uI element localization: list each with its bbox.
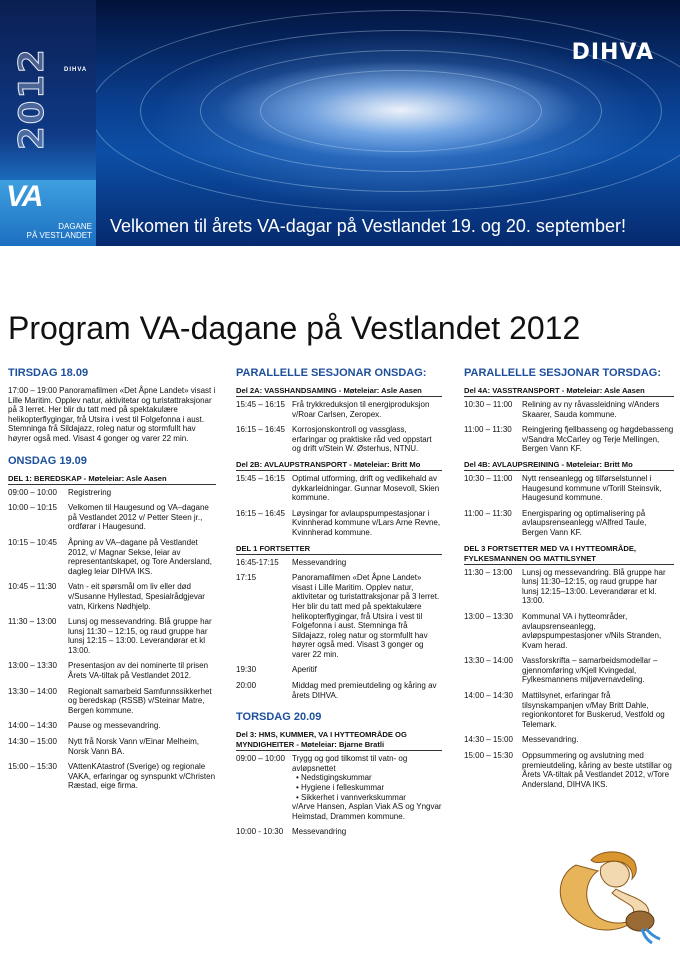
row-time: 20:00 xyxy=(236,681,257,691)
del4a-label: Del 4A: VASSTRANSPORT - Møteleiar: Asle Aasen xyxy=(464,386,674,397)
row-text: Nytt frå Norsk Vann v/Einar Melheim, Norsk Vann BA. xyxy=(68,737,200,756)
row-text: Frå trykkreduksjon til energiproduksjon v/Roar Carlsen, Zeropex. xyxy=(292,400,430,419)
tuesday-text: 17:00 – 19:00 Panoramafilmen «Det Åpne Landet» visast i Lille Maritim. Opplev natur, aktivitetar og turistattraksjonar på 3 lerret. Her blir du tatt med på spektakulære helikopterflygingar, frå Utsira i vest til Folgefonna i aust. Stemninga frå Sildajazz, roleg natur og stormfullt hav høyrer også med. Visast 4 gonger og varer 22 min. xyxy=(8,386,216,443)
column-tuesday-wednesday xyxy=(8,366,216,797)
row-text xyxy=(292,754,442,821)
schedule-row xyxy=(236,425,442,454)
schedule-row xyxy=(464,691,674,729)
del3-row xyxy=(236,827,442,837)
parallel-wednesday-heading: PARALLELLE SESJONAR ONSDAG: xyxy=(236,367,427,379)
schedule-row xyxy=(8,661,216,680)
row-text: Vassforskrifta – samarbeidsmodellar – gjennomføring v/Kjell Kvingedal, Fylkesmannens miljøvernavdeling. xyxy=(522,656,658,685)
column-parallel-wednesday xyxy=(236,366,442,843)
row-time: 11:00 – 11:30 xyxy=(464,508,512,518)
row-text: Oppsummering og avslutning med premieutdeling, kåring av beste utstillar og Årets VA-tiltak på Vestlandet 2012, v/Tore Andersland, DIHVA IKS. xyxy=(522,751,672,789)
schedule-row xyxy=(8,503,216,532)
row-time: 16:45-17:15 xyxy=(236,557,279,567)
row-time: 19:30 xyxy=(236,665,257,675)
row-text: Korrosjonskontroll og vassglass, erfaringar og praktiske råd ved oppstart og drift v/Stein W. Østerhus, NTNU. xyxy=(292,425,432,454)
thursday-heading: TORSDAG 20.09 xyxy=(236,711,322,724)
row-text: Relining av ny råvassleidning v/Anders Skaarer, Sauda kommune. xyxy=(522,400,660,419)
row-time: 15:00 – 15:30 xyxy=(464,751,513,761)
row-time: 14:30 – 15:00 xyxy=(464,735,513,745)
row-time: 10:45 – 11:30 xyxy=(8,582,57,592)
del3-bullet: • Nedstigingskummar xyxy=(296,773,372,783)
del2b-label: Del 2B: AVLAUPSTRANSPORT - Møteleiar: Britt Mo xyxy=(236,460,442,471)
row-text: Aperitif xyxy=(292,665,317,675)
row-text: Åpning av VA–dagane på Vestlandet 2012, v/ Magnar Sekse, leiar av representantskapet, og Tore Andersland, dagleg leiar DIHVA IKS. xyxy=(68,537,212,576)
parallel-thursday-heading: PARALLELLE SESJONAR TORSDAG: xyxy=(464,367,661,379)
row-time: 13:00 – 13:30 xyxy=(464,611,513,621)
schedule-row xyxy=(8,762,216,791)
del1-continues-label: DEL 1 FORTSETTER xyxy=(236,544,442,555)
dihva-small-logo: DIHVA xyxy=(64,67,88,73)
schedule-row xyxy=(236,665,442,675)
row-text: Panoramafilmen «Det Åpne Landet» visast i Lille Maritim. Opplev natur, aktivitetar og turistattraksjonar på 3 lerret. Her blir du tatt med på spektakulære helikopterflygingar, frå Utsira i vest til Folgefonna i aust. Stemninga frå Sildajazz, roleg natur og stormfullt hav høyrer også med. Visast 3 gonger og varer 22 min. xyxy=(292,573,440,659)
header-banner xyxy=(0,0,680,246)
del3-bullet: • Sikkerhet i vannverkskummar xyxy=(296,792,406,802)
schedule-row xyxy=(8,737,216,756)
schedule-row xyxy=(8,617,216,655)
schedule-row xyxy=(236,681,442,700)
del2b-rows xyxy=(236,474,442,538)
schedule-row xyxy=(464,474,674,503)
banner-sidebar xyxy=(0,0,96,246)
welcome-text: Velkomen til årets VA-dagar på Vestlandet 19. og 20. september! xyxy=(110,216,626,236)
va-logo-sub1: DAGANE xyxy=(58,222,92,231)
row-text: Energisparing og optimalisering på avlaupsrenseanlegg v/Alfred Taule, Bergen Vann KF. xyxy=(522,508,647,537)
schedule-row xyxy=(236,474,442,503)
schedule-row xyxy=(464,568,674,606)
va-logo-mark: VA xyxy=(6,180,42,213)
row-time: 09:00 – 10:00 xyxy=(8,487,57,497)
schedule-row xyxy=(8,582,216,611)
row-time: 15:00 – 15:30 xyxy=(8,762,57,772)
row-text: Lunsj og messevandring. Blå gruppe har lunsj 11:30 – 12:15, og raud gruppe har lunsj 12:15 – 13:00. Leverandørar et kl 13:00. xyxy=(68,617,212,655)
row-time: 16:15 – 16:45 xyxy=(236,508,285,518)
row-text: Løysingar for avlaupspumpestasjonar i Kvinnherad kommune v/Lars Arne Revne, Kvinnherad kommune. xyxy=(292,508,441,537)
del4b-rows xyxy=(464,474,674,538)
del3-continues-label: DEL 3 FORTSETTER MED VA I HYTTEOMRÅDE, FYLKESMANNEN OG MATTILSYNET xyxy=(464,544,674,565)
row-time: 10:00 - 10:30 xyxy=(236,827,284,837)
row-time: 14:00 – 14:30 xyxy=(464,691,513,701)
mermaid-mascot-illustration xyxy=(546,845,666,945)
del1-label: DEL 1: BEREDSKAP - Møteleiar: Asle Aasen xyxy=(8,474,216,485)
del1-rows xyxy=(8,488,216,791)
row-time: 15:45 – 16:15 xyxy=(236,400,285,409)
wednesday-heading: ONSDAG 19.09 xyxy=(8,454,87,467)
row-time: 10:30 – 11:00 xyxy=(464,400,513,409)
schedule-row xyxy=(236,558,442,568)
row-text: Pause og messevandring. xyxy=(68,721,161,731)
row-text: Nytt renseanlegg og tilførselstunnel i Haugesund kommune v/Torill Steinsvik, Haugesund kommune. xyxy=(522,473,662,503)
schedule-row xyxy=(8,538,216,576)
row-text: Messevandring xyxy=(292,827,347,837)
row-text: Reingjering fjellbasseng og høgdebasseng v/Sandra McCarley og Terje Mellingen, Bergen Vann KF. xyxy=(522,425,674,454)
del3-intro: Trygg og god tilkomst til vatn- og avløpsnettet xyxy=(292,754,408,773)
va-dagane-logo xyxy=(0,180,96,246)
del2a-rows xyxy=(236,400,442,454)
row-time: 13:30 – 14:00 xyxy=(464,656,513,666)
row-text: Velkomen til Haugesund og VA–dagane på Vestlandet 2012 v/ Petter Steen jr., ordførar i Haugesund. xyxy=(68,503,209,532)
schedule-row xyxy=(464,509,674,538)
del1-continues-rows xyxy=(236,558,442,701)
del3-bullet: • Hygiene i felleskummar xyxy=(296,783,385,793)
del3-continues-rows xyxy=(464,568,674,790)
del4a-rows xyxy=(464,400,674,454)
schedule-row xyxy=(236,400,442,419)
row-text: Vatn - eit spørsmål om liv eller død v/Susanne Hyllestad, Spesialrådgjevar vatn, Kirkens Nødhjelp. xyxy=(68,582,205,611)
va-logo-sub2: PÅ VESTLANDET xyxy=(26,231,92,240)
del3-row xyxy=(236,754,442,821)
row-time: 11:30 – 13:00 xyxy=(464,567,513,577)
schedule-row xyxy=(464,751,674,789)
row-time: 15:45 – 16:15 xyxy=(236,473,285,483)
va-logo-subtitle xyxy=(8,222,92,240)
schedule-row xyxy=(464,656,674,685)
row-time: 10:30 – 11:00 xyxy=(464,473,513,483)
row-text: Kommunal VA i hytteområder, avlaupsrenseanlegg, avløpspumpestasjoner v/Nils Stranden, Kvam herad. xyxy=(522,611,662,650)
row-time: 10:00 – 10:15 xyxy=(8,503,57,513)
row-text: Lunsj og messevandring. Blå gruppe har lunsj 11:30–12:15, og raud gruppe har lunsj 12:15–13:00. Leverandørar et kl. 13:00. xyxy=(522,567,666,606)
row-time: 10:15 – 10:45 xyxy=(8,537,57,547)
schedule-row xyxy=(236,509,442,538)
schedule-row xyxy=(8,687,216,716)
del2a-label: Del 2A: VASSHANDSAMING - Møteleiar: Asle Aasen xyxy=(236,386,442,397)
schedule-row xyxy=(8,488,216,498)
row-text: Messevandring. xyxy=(522,735,579,745)
row-text: Messevandring xyxy=(292,557,347,567)
row-text: Regionalt samarbeid Samfunnssikkerhet og beredskap (RSSB) v/Steinar Matre, Bergen kommune. xyxy=(68,686,212,715)
schedule-row xyxy=(8,721,216,731)
del3-outro: v/Arve Hansen, Asplan Viak AS og Yngvar Heimstad, Drammen kommune. xyxy=(292,802,442,821)
schedule-row xyxy=(464,425,674,454)
page-title: Program VA-dagane på Vestlandet 2012 xyxy=(8,310,581,346)
row-time: 14:00 – 14:30 xyxy=(8,721,57,731)
row-text: Mattilsynet, erfaringar frå tilsynskampanjen v/May Britt Dahle, regionkontoret for Buskerud, Vestfold og Telemark. xyxy=(522,691,665,729)
year-label: 2012 xyxy=(12,47,52,150)
schedule-row xyxy=(464,735,674,745)
dihva-logo: DIHVA xyxy=(571,40,654,65)
row-time: 09:00 – 10:00 xyxy=(236,754,285,764)
row-time: 11:30 – 13:00 xyxy=(8,617,57,627)
schedule-row xyxy=(464,400,674,419)
schedule-row xyxy=(236,573,442,659)
row-text: Registrering xyxy=(68,487,112,497)
row-text: Middag med premieutdeling og kåring av årets DIHVA. xyxy=(292,681,437,700)
row-time: 11:00 – 11:30 xyxy=(464,425,512,435)
column-parallel-thursday xyxy=(464,366,674,795)
del3-label: Del 3: HMS, KUMMER, VA I HYTTEOMRÅDE OG MYNDIGHEITER - Møteleiar: Bjarne Bratli xyxy=(236,730,442,751)
row-text: Optimal utforming, drift og vedlikehald av dykkarleidningar. Gunnar Mosevoll, Skien kommune. xyxy=(292,473,440,503)
row-time: 13:30 – 14:00 xyxy=(8,686,57,696)
row-time: 14:30 – 15:00 xyxy=(8,737,57,747)
row-text: VAttenKAtastrof (Sverige) og regionale VAKA, erfaringar og synspunkt v/Christen Ræstad, eige firma. xyxy=(68,762,216,791)
schedule-row xyxy=(464,612,674,650)
row-text: Presentasjon av dei nominerte til prisen Årets VA-tiltak på Vestlandet 2012. xyxy=(68,661,209,681)
tuesday-heading: TIRSDAG 18.09 xyxy=(8,367,89,379)
row-time: 17:15 xyxy=(236,573,257,583)
row-time: 16:15 – 16:45 xyxy=(236,425,285,435)
del4b-label: Del 4B: AVLAUPSREINING - Møteleiar: Britt Mo xyxy=(464,460,674,471)
row-time: 13:00 – 13:30 xyxy=(8,661,57,671)
